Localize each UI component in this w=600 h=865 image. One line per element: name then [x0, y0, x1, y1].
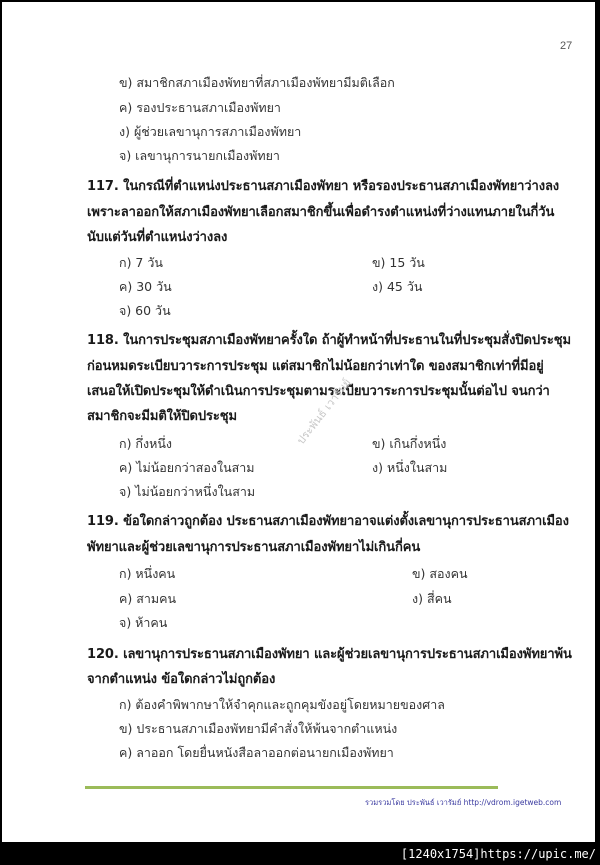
option-item: ค) สามคน — [119, 591, 177, 606]
option-item: ข) สองคน — [412, 566, 468, 581]
question-119-line: พัทยาและผู้ช่วยเลขานุการประธานสภาเมืองพัทยาไม่เกินกี่คน — [87, 540, 421, 555]
question-118-line: ก่อนหมดระเบียบวาระการประชุม แต่สมาชิกไม่น้อยกว่าเท่าใด ของสมาชิกเท่าที่มีอยู่ — [87, 359, 544, 374]
option-item: ง) สี่คน — [412, 591, 452, 606]
option-item: จ) ห้าคน — [119, 615, 168, 630]
question-118-line: เสนอให้เปิดประชุมให้ดำเนินการประชุมตามระเบียบวาระการประชุมนั้นต่อไป จนกว่า — [87, 384, 550, 399]
watermark: ประพันธ์ เวารัมย์ — [294, 376, 354, 447]
question-117-line: นับแต่วันที่ตำแหน่งว่างลง — [87, 230, 228, 245]
footer-credit: รวมรวมโดย ประพันธ์ เวารัมย์ http://vdrom.igetweb.com — [365, 798, 562, 807]
option-item: ค) รองประธานสภาเมืองพัทยา — [119, 100, 281, 115]
option-item: จ) ไม่น้อยกว่าหนึ่งในสาม — [119, 484, 256, 499]
image-host-tag: [1240x1754]https://upic.me/ — [400, 847, 596, 861]
question-117-line: 117. ในกรณีที่ตำแหน่งประธานสภาเมืองพัทยา หรือรองประธานสภาเมืองพัทยาว่างลง — [87, 179, 560, 194]
option-item: ข) ประธานสภาเมืองพัทยามีคำสั่งให้พ้นจากตำแหน่ง — [119, 721, 398, 736]
option-item: ง) หนึ่งในสาม — [372, 460, 448, 475]
option-item: ข) 15 วัน — [372, 255, 425, 270]
document-page — [2, 2, 595, 842]
question-119-line: 119. ข้อใดกล่าวถูกต้อง ประธานสภาเมืองพัทยาอาจแต่งตั้งเลขานุการประธานสภาเมือง — [87, 514, 569, 529]
option-item: ค) ไม่น้อยกว่าสองในสาม — [119, 460, 255, 475]
page-number: 27 — [560, 40, 573, 52]
option-item: ข) สมาชิกสภาเมืองพัทยาที่สภาเมืองพัทยามีมติเลือก — [119, 75, 395, 90]
option-item: จ) 60 วัน — [119, 303, 171, 318]
question-117-line: เพราะลาออกให้สภาเมืองพัทยาเลือกสมาชิกขึ้นเพื่อดำรงตำแหน่งที่ว่างแทนภายในกี่วัน — [87, 205, 555, 220]
option-item: ก) ต้องคำพิพากษาให้จำคุกและถูกคุมขังอยู่โดยหมายของศาล — [119, 697, 445, 712]
question-120-line: จากตำแหน่ง ข้อใดกล่าวไม่ถูกต้อง — [87, 672, 276, 687]
question-120-line: 120. เลขานุการประธานสภาเมืองพัทยา และผู้ช่วยเลขานุการประธานสภาเมืองพัทยาพ้น — [87, 647, 572, 662]
option-item: ก) 7 วัน — [119, 255, 163, 270]
question-118-line: สมาชิกจะมีมติให้ปิดประชุม — [87, 409, 237, 424]
question-118-line: 118. ในการประชุมสภาเมืองพัทยาครั้งใด ถ้าผู้ทำหน้าที่ประธานในที่ประชุมสั่งปิดประชุม — [87, 333, 571, 348]
option-item: ง) 45 วัน — [372, 279, 423, 294]
footer-divider — [85, 786, 498, 789]
option-item: ก) กึ่งหนึ่ง — [119, 436, 172, 451]
option-item: ค) 30 วัน — [119, 279, 172, 294]
option-item: จ) เลขานุการนายกเมืองพัทยา — [119, 148, 280, 163]
option-item: ข) เกินกึ่งหนึ่ง — [372, 436, 447, 451]
option-item: ค) ลาออก โดยยื่นหนังสือลาออกต่อนายกเมืองพัทยา — [119, 745, 394, 760]
option-item: ง) ผู้ช่วยเลขานุการสภาเมืองพัทยา — [119, 124, 302, 139]
option-item: ก) หนึ่งคน — [119, 566, 176, 581]
